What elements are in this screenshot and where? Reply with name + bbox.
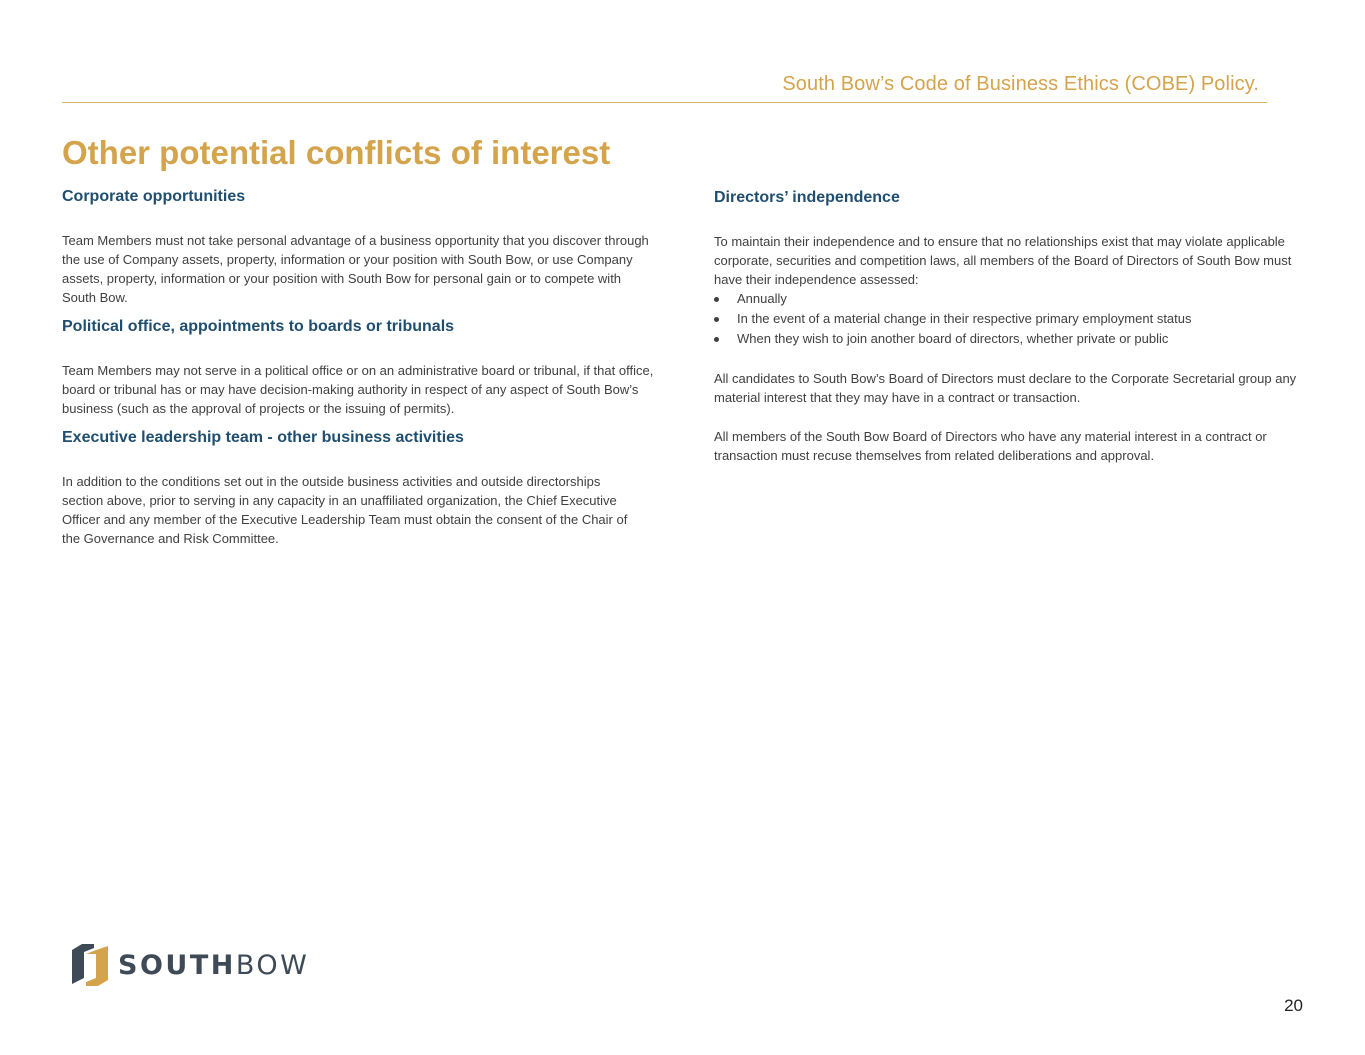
section-heading-executive-leadership: Executive leadership team - other business activities [62, 429, 464, 446]
southbow-wordmark: SOUTHBOW [118, 949, 310, 981]
section-heading-political-office: Political office, appointments to boards or tribunals [62, 318, 455, 335]
page-number: 20 [1284, 996, 1303, 1015]
section-body-executive-leadership: In addition to the conditions set out in the outside business activities and outside directorships section above, prior to serving in any capacity in an unaffiliated organization, the Chief Executive Officer and any member of the Executive Leadership Team must obtain the consent of the Chair of the Governance and Risk Committee. [62, 474, 628, 546]
bullet-icon [714, 337, 719, 342]
bullet-icon [714, 317, 719, 322]
southbow-logo-mark-icon [70, 942, 110, 988]
directors-candidates-paragraph: All candidates to South Bow’s Board of Directors must declare to the Corporate Secretarial group any material interest that they may have in a contract or transaction. [714, 371, 1297, 405]
list-item: When they wish to join another board of directors, whether private or public [714, 329, 1192, 349]
section-body-corporate-opportunities: Team Members must not take personal advantage of a business opportunity that you discover through the use of Company assets, property, information or your position with South Bow, or use Company assets, property, information or your position with South Bow for personal gain or to compete with South Bow. [62, 233, 649, 305]
directors-intro-paragraph: To maintain their independence and to ensure that no relationships exist that may violate applicable corporate, securities and competition laws, all members of the Board of Directors of South Bow must have their independence assessed: [714, 234, 1292, 287]
document-title: South Bow’s Code of Business Ethics (COBE) Policy. [782, 73, 1259, 95]
section-body-political-office: Team Members may not serve in a political office or on an administrative board or tribunal, if that office, board or tribunal has or may have decision-making authority in respect of any aspect of South Bow’s business (such as the approval of projects or the issuing of permits). [62, 363, 654, 416]
header-divider [62, 102, 1267, 103]
independence-assessment-list [714, 289, 1192, 349]
list-item: In the event of a material change in their respective primary employment status [714, 309, 1192, 329]
section-heading-corporate-opportunities: Corporate opportunities [62, 188, 246, 205]
section-heading-directors-independence: Directors’ independence [714, 189, 900, 206]
bullet-icon [714, 297, 719, 302]
directors-recusal-paragraph: All members of the South Bow Board of Directors who have any material interest in a contract or transaction must recuse themselves from related deliberations and approval. [714, 429, 1267, 463]
southbow-logo [70, 942, 309, 988]
list-item: Annually [714, 289, 1192, 309]
page-title: Other potential conflicts of interest [62, 134, 611, 171]
